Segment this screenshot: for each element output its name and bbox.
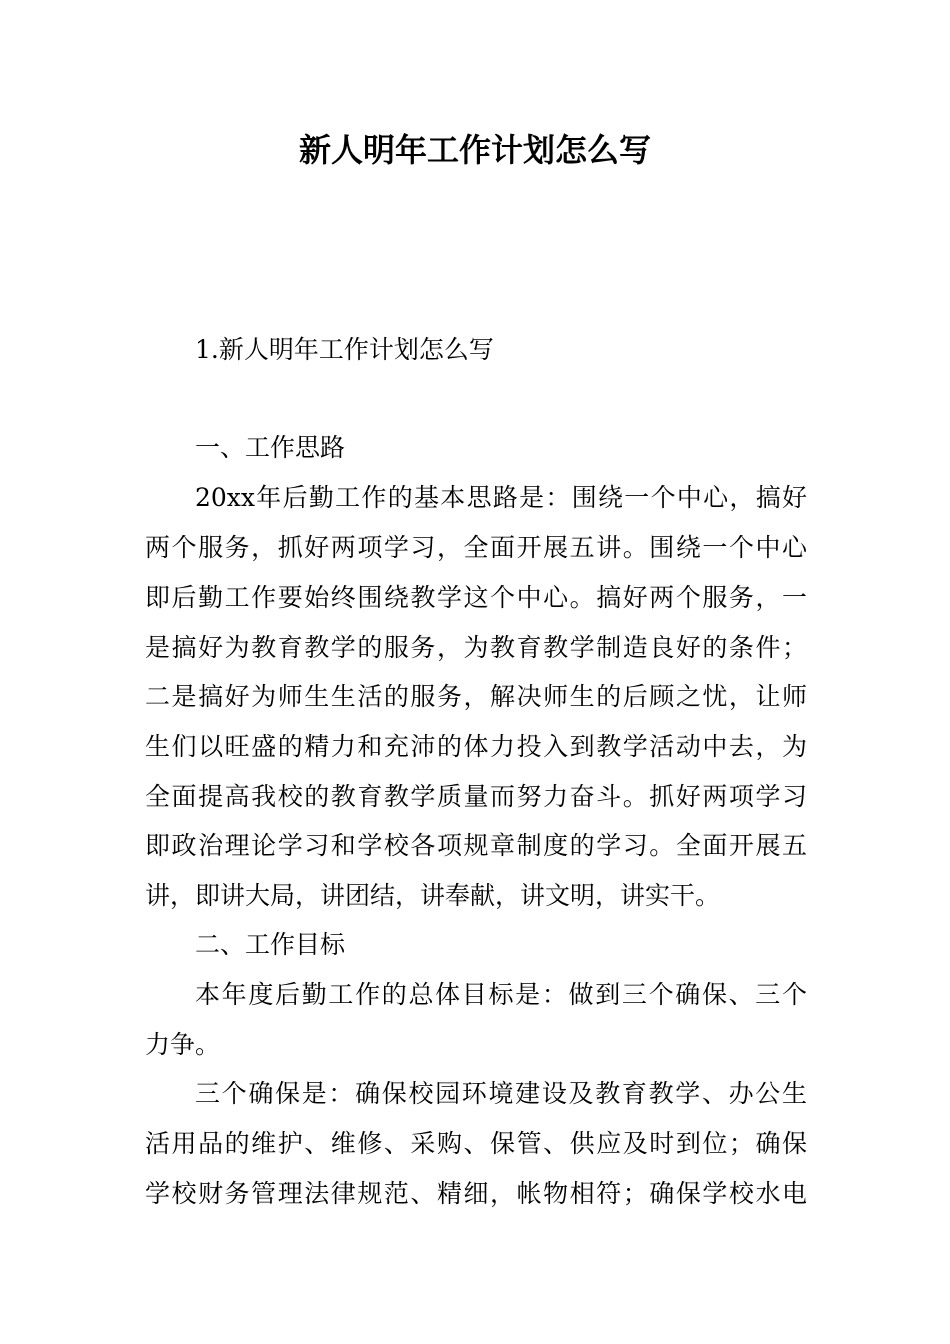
paragraph-line: 讲，即讲大局，讲团结，讲奉献，讲文明，讲实干。 [145,881,721,910]
paragraph-line: 即后勤工作要始终围绕教学这个中心。搞好两个服务，一 [145,583,807,612]
paragraph-line: 三个确保是：确保校园环境建设及教育教学、办公生 [195,1079,807,1108]
paragraph-line: 二是搞好为师生生活的服务，解决师生的后顾之忧，让师 [145,682,807,711]
paragraph-line: 本年度后勤工作的总体目标是：做到三个确保、三个 [195,980,807,1009]
paragraph-line: 即政治理论学习和学校各项规章制度的学习。全面开展五 [145,831,807,860]
paragraph-line: 是搞好为教育教学的服务，为教育教学制造良好的条件； [145,633,807,662]
paragraph-line: 20xx年后勤工作的基本思路是：围绕一个中心，搞好 [195,483,807,512]
paragraph-line: 生们以旺盛的精力和充沛的体力投入到教学活动中去，为 [145,732,807,761]
paragraph-line: 两个服务，抓好两项学习，全面开展五讲。围绕一个中心 [145,533,807,562]
paragraph-line: 活用品的维护、维修、采购、保管、供应及时到位；确保 [145,1129,807,1158]
subtitle: 1.新人明年工作计划怎么写 [195,335,494,364]
section-heading-2: 二、工作目标 [195,930,346,959]
paragraph-line: 全面提高我校的教育教学质量而努力奋斗。抓好两项学习 [145,782,807,811]
document-title: 新人明年工作计划怎么写 [298,131,651,169]
paragraph-line: 学校财务管理法律规范、精细，帐物相符；确保学校水电 [145,1179,807,1208]
section-heading-1: 一、工作思路 [195,433,346,462]
paragraph-line: 力争。 [145,1030,221,1059]
